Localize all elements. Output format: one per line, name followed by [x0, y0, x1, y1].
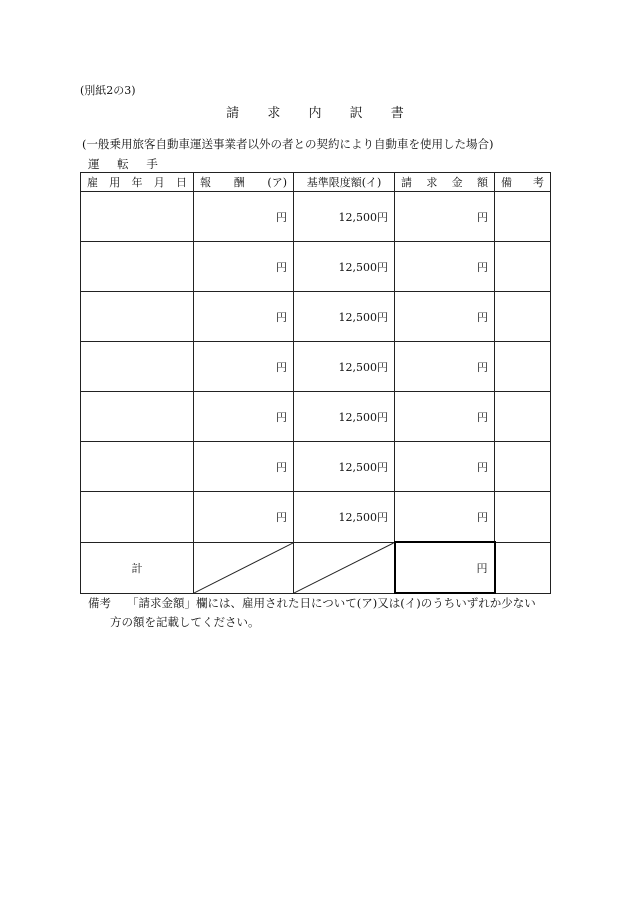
header-limit: 基準限度額(イ)	[294, 173, 395, 192]
header-employment-date: 雇 用 年 月 日	[81, 173, 194, 192]
claim-cell[interactable]: 円	[395, 242, 495, 292]
driver-char: 転	[117, 157, 129, 171]
claim-total-cell[interactable]: 円	[395, 542, 495, 593]
total-label: 計	[81, 542, 194, 593]
date-cell[interactable]	[81, 492, 194, 543]
title-char: 請	[226, 106, 240, 121]
header-note: 備 考	[495, 173, 551, 192]
diagonal-strike-line	[294, 543, 394, 593]
table-row	[81, 242, 551, 292]
date-cell[interactable]	[81, 392, 194, 442]
fee-cell[interactable]: 円	[194, 492, 294, 543]
claim-cell[interactable]: 円	[395, 392, 495, 442]
total-row	[81, 542, 551, 593]
date-cell[interactable]	[81, 292, 194, 342]
table-row	[81, 392, 551, 442]
date-cell[interactable]	[81, 192, 194, 242]
document-title	[0, 102, 630, 121]
limit-cell: 12,500円	[294, 342, 395, 392]
title-char: 訳	[349, 106, 363, 121]
table-row	[81, 342, 551, 392]
header-claim-amount: 請 求 金 額	[395, 173, 495, 192]
header-fee: 報 酬 (ア)	[194, 173, 294, 192]
title-char: 内	[308, 106, 322, 121]
claim-cell[interactable]: 円	[395, 292, 495, 342]
table-row	[81, 492, 551, 543]
table-row	[81, 292, 551, 342]
note-cell[interactable]	[495, 292, 551, 342]
document-subtitle: (一般乗用旅客自動車運送事業者以外の者との契約により自動車を使用した場合)	[82, 137, 494, 151]
annex-label: (別紙2の3)	[80, 84, 136, 97]
fee-cell[interactable]: 円	[194, 442, 294, 492]
claim-cell[interactable]: 円	[395, 342, 495, 392]
claim-table	[80, 172, 551, 594]
limit-cell: 12,500円	[294, 192, 395, 242]
remark-line-1: 「請求金額」欄には、雇用された日について(ア)又は(イ)のうちいずれか少ない	[127, 596, 536, 610]
diagonal-strike-line	[194, 543, 293, 593]
fee-cell[interactable]: 円	[194, 242, 294, 292]
fee-cell[interactable]: 円	[194, 292, 294, 342]
remark-note	[88, 594, 558, 632]
title-char: 書	[390, 106, 404, 121]
table-row	[81, 192, 551, 242]
fee-cell[interactable]: 円	[194, 192, 294, 242]
title-char: 求	[267, 106, 281, 121]
claim-cell[interactable]: 円	[395, 442, 495, 492]
remark-label: 備考	[88, 596, 111, 610]
claim-cell[interactable]: 円	[395, 492, 495, 543]
fee-cell[interactable]: 円	[194, 392, 294, 442]
limit-total-struck-cell	[294, 542, 395, 593]
limit-cell: 12,500円	[294, 242, 395, 292]
note-cell[interactable]	[495, 392, 551, 442]
claim-cell[interactable]: 円	[395, 192, 495, 242]
date-cell[interactable]	[81, 442, 194, 492]
limit-cell: 12,500円	[294, 442, 395, 492]
note-cell[interactable]	[495, 342, 551, 392]
table-header-row	[81, 173, 551, 192]
driver-char: 手	[146, 157, 158, 171]
driver-label	[88, 156, 172, 172]
driver-char: 運	[88, 157, 100, 171]
date-cell[interactable]	[81, 242, 194, 292]
note-total-cell[interactable]	[495, 542, 551, 593]
table-row	[81, 442, 551, 492]
note-cell[interactable]	[495, 442, 551, 492]
date-cell[interactable]	[81, 342, 194, 392]
limit-cell: 12,500円	[294, 392, 395, 442]
note-cell[interactable]	[495, 242, 551, 292]
note-cell[interactable]	[495, 492, 551, 543]
remark-line-2: 方の額を記載してください。	[110, 615, 260, 629]
limit-cell: 12,500円	[294, 492, 395, 543]
fee-total-struck-cell	[194, 542, 294, 593]
limit-cell: 12,500円	[294, 292, 395, 342]
fee-cell[interactable]: 円	[194, 342, 294, 392]
note-cell[interactable]	[495, 192, 551, 242]
